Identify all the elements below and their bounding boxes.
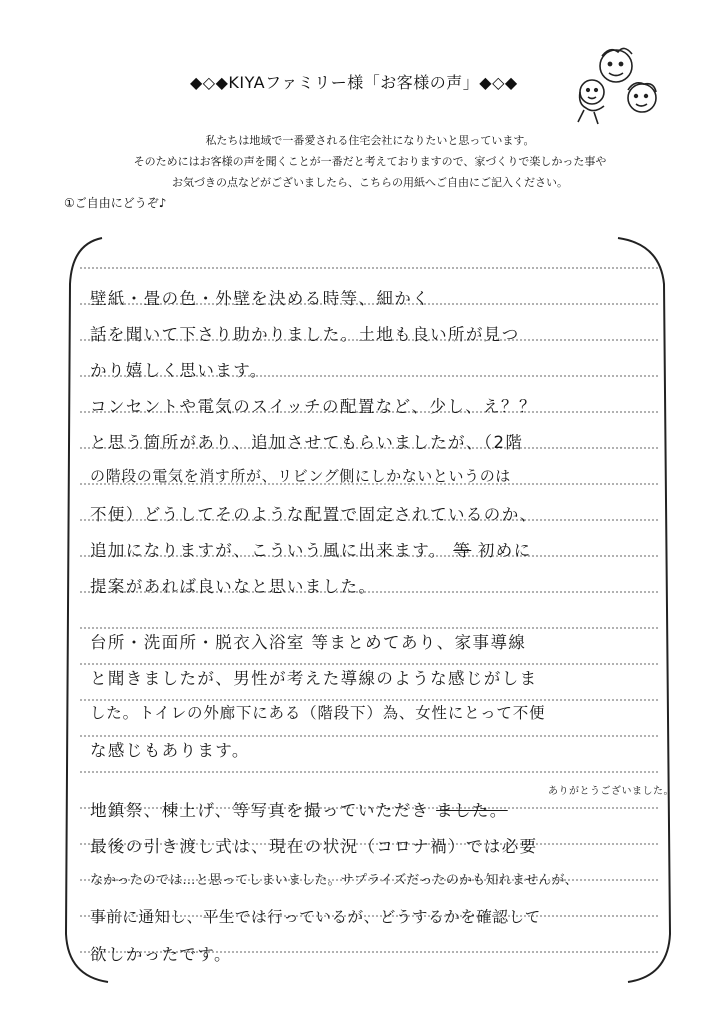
answer-line: 欲しかったです。 (90, 945, 232, 964)
answer-line (90, 797, 650, 821)
intro-line: 私たちは地域で一番愛される住宅会社になりたいと思っています。 (205, 134, 535, 147)
family-mascot-icon (564, 44, 684, 128)
answer-line: コンセントや電気のスイッチの配置など、少し、え？？ (90, 397, 537, 416)
answer-line: かり嬉しく思います。 (90, 361, 268, 380)
answer-line: 話を聞いて下さり助かりました。土地も良い所が見つ (90, 325, 520, 344)
answer-line: した。トイレの外廊下にある（階段下）為、女性にとって不便 (90, 704, 546, 722)
answer-line: 提案があれば良いなと思いました。 (90, 577, 377, 596)
answer-line: の階段の電気を消す所が、リビング側にしかないというのは (90, 467, 511, 485)
answer-line: 台所・洗面所・脱衣入浴室 等まとめてあり、家事導線 (90, 633, 527, 652)
answer-line: 不便）どうしてそのような配置で固定されているのか、 (90, 505, 538, 524)
answer-line: と思う箇所があり、追加させてもらいましたが、（2階 (90, 433, 524, 452)
intro-line: そのためにはお客様の声を聞くことが一番だと考えておりますので、家づくりで楽しかった事や (133, 155, 607, 168)
intro-text (100, 130, 640, 193)
answer-line: なかったのでは…と思ってしまいました。サプライズだったのかも知れませんが、 (90, 873, 578, 888)
answer-line: と聞きましたが、男性が考えた導線のような感じがしま (90, 669, 538, 688)
inserted-note: ありがとうございました。 (548, 786, 674, 797)
answer-line (90, 537, 650, 561)
struck-text: ました。 (436, 801, 508, 820)
answer-line: 壁紙・畳の色・外壁を決める時等、細かく (90, 289, 431, 308)
answer-line: な感じもあります。 (90, 741, 250, 760)
intro-line: お気づきの点などがございましたら、こちらの用紙へご自由にご記入ください。 (172, 176, 568, 189)
struck-text: 等 (453, 541, 472, 560)
answer-text: 地鎮祭、棟上げ、等写真を撮っていただき (90, 801, 430, 820)
free-comment-prompt: ①ご自由にどうぞ♪ (64, 196, 167, 210)
answer-text: 初めに (477, 541, 532, 560)
answer-text: 追加になりますが、こういう風に出来ます。 (90, 541, 447, 560)
document-title: ◆◇◆KIYAファミリー様「お客様の声」◆◇◆ (190, 73, 518, 92)
answer-line: 事前に通知し、平生では行っているが、どうするかを確認して (90, 908, 541, 926)
answer-line: 最後の引き渡し式は、現在の状況（コロナ禍）では必要 (90, 837, 538, 856)
